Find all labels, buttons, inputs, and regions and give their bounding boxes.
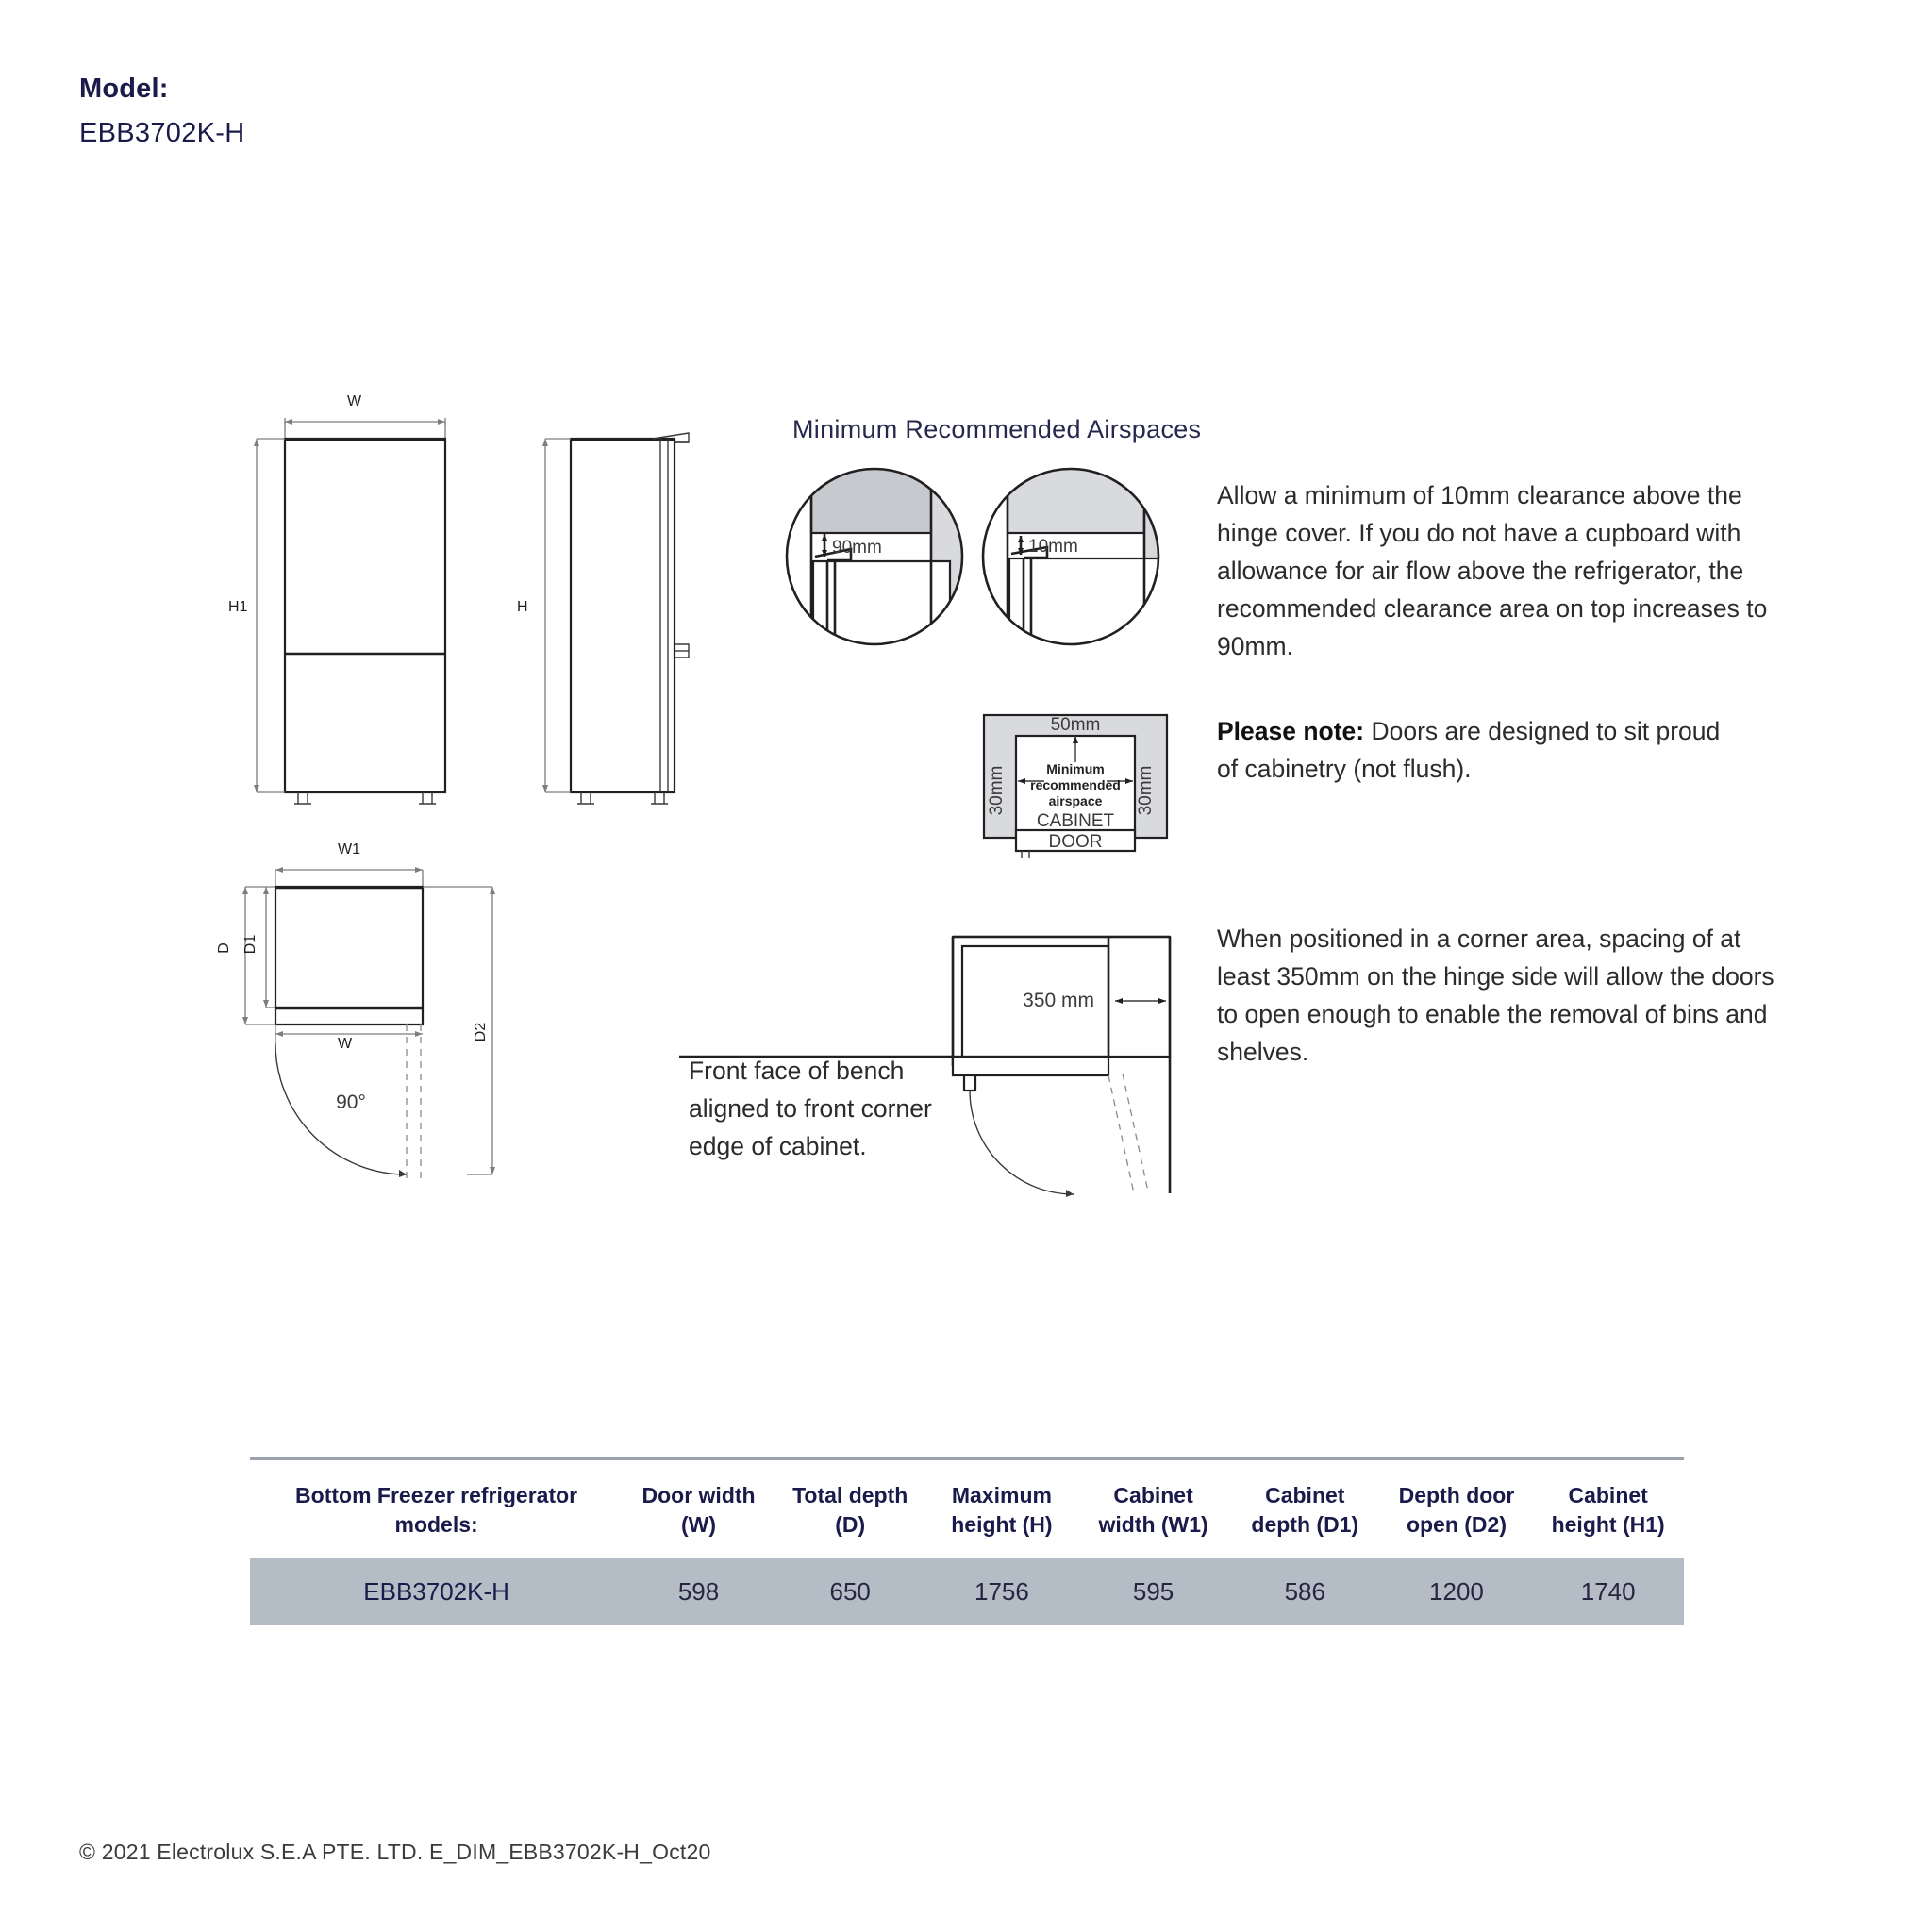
col-header-model: Bottom Freezer refrigerator models: [295, 1483, 578, 1537]
corner-paragraph: When positioned in a corner area, spacing of at least 350mm on the hinge side will allow the doors to open enough to enable the removal of bins and shelves. [1217, 924, 1774, 1066]
cell-cabinet-depth: 586 [1229, 1558, 1381, 1625]
model-block [79, 74, 245, 149]
plan-view-w1-label: W1 [338, 841, 360, 858]
table-row [250, 1558, 1684, 1625]
front-view-width-dim [285, 418, 445, 439]
front-view-w-label: W [347, 393, 362, 409]
table-header-row [250, 1459, 1684, 1559]
cell-depth-door-open: 1200 [1381, 1558, 1533, 1625]
plan-view-angle-text: 90° [336, 1091, 366, 1113]
please-note-text: Doors are designed to sit proud of cabinetry (not flush). [1217, 717, 1721, 783]
cabinet-min-line1: Minimum [1046, 761, 1105, 776]
cabinet-label: CABINET [1036, 811, 1115, 831]
cabinet-min-line2: recommended [1030, 777, 1121, 792]
corner-350mm-text: 350 mm [1023, 990, 1094, 1011]
side-view-drawing [517, 401, 717, 825]
cell-total-depth: 650 [774, 1558, 926, 1625]
clearance-paragraph: Allow a minimum of 10mm clearance above the hinge cover. If you do not have a cupboard with allowance for air flow above the refrigerator, the recommended clearance area on top increases to 90mm. [1217, 481, 1768, 660]
front-view-height-dim [254, 439, 285, 792]
col-header-cabinet-width: Cabinet width (W1) [1098, 1483, 1208, 1537]
cabinet-30mm-right-label: 30mm [1136, 765, 1156, 816]
plan-view-w-label: W [338, 1036, 353, 1052]
cell-model: EBB3702K-H [250, 1558, 623, 1625]
specification-table [250, 1457, 1684, 1625]
side-view-h-label: H [517, 599, 528, 615]
cabinet-50mm-label: 50mm [1050, 715, 1101, 735]
plan-view-d2-label: D2 [473, 1022, 490, 1042]
circle-90mm-text: 90mm [832, 538, 882, 558]
door-label: DOOR [1048, 832, 1103, 852]
cabinet-airspace-diagram [976, 708, 1174, 858]
cell-max-height: 1756 [926, 1558, 1078, 1625]
col-header-cabinet-height: Cabinet height (H1) [1551, 1483, 1665, 1537]
airspace-circle-90mm [785, 462, 969, 651]
cabinet-min-line3: airspace [1048, 793, 1103, 808]
plan-view-d-dim [242, 887, 275, 1024]
plan-view-d-label: D [215, 942, 232, 954]
col-header-total-depth: Total depth (D) [792, 1483, 908, 1537]
side-view-height-dim [542, 439, 571, 792]
col-header-depth-door-open: Depth door open (D2) [1398, 1483, 1515, 1537]
col-header-cabinet-depth: Cabinet depth (D1) [1251, 1483, 1359, 1537]
plan-view-w1-dim [275, 867, 423, 887]
airspace-heading: Minimum Recommended Airspaces [792, 415, 1202, 443]
col-header-max-height: Maximum height (H) [951, 1483, 1053, 1537]
bench-caption: Front face of bench aligned to front corner edge of cabinet. [689, 1057, 932, 1160]
please-note-paragraph [1217, 712, 1745, 788]
circle-10mm-text: 10mm [1028, 537, 1078, 557]
front-view-h1-label: H1 [228, 599, 248, 615]
footer-copyright: © 2021 Electrolux S.E.A PTE. LTD. E_DIM_EBB3702K-H_Oct20 [79, 1840, 711, 1864]
plan-view-d1-label: D1 [242, 934, 259, 955]
cell-door-width: 598 [623, 1558, 774, 1625]
cell-cabinet-height: 1740 [1532, 1558, 1684, 1625]
front-view-drawing [228, 393, 481, 825]
col-header-door-width: Door width (W) [641, 1483, 756, 1537]
model-value: EBB3702K-H [79, 118, 245, 148]
plan-view-d1-dim [263, 887, 275, 1008]
airspace-circle-10mm [981, 462, 1165, 651]
model-label: Model: [79, 74, 169, 104]
please-note-prefix: Please note: [1217, 717, 1365, 745]
plan-view-drawing [215, 841, 519, 1208]
cell-cabinet-width: 595 [1077, 1558, 1229, 1625]
cabinet-30mm-left-label: 30mm [987, 765, 1007, 816]
